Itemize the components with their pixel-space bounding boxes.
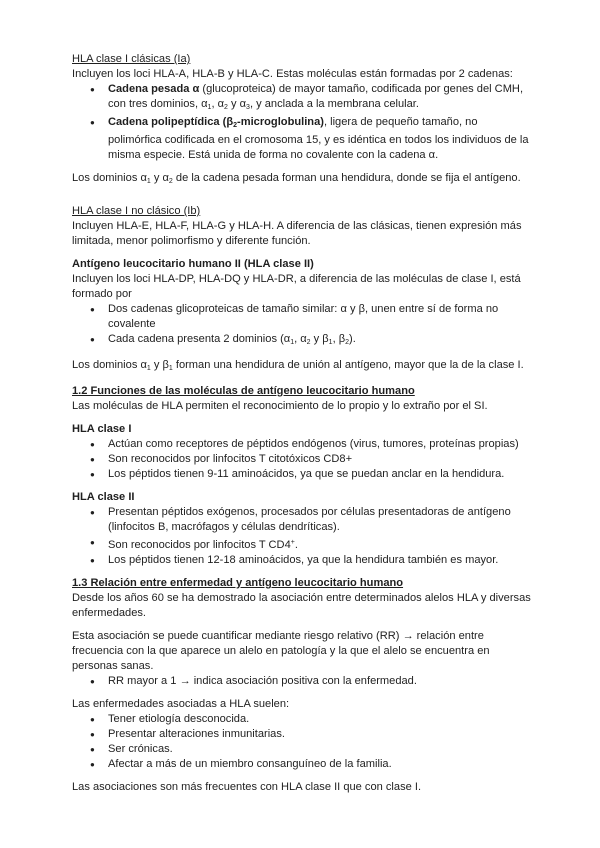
list-item: ● Tener etiología desconocida.: [72, 712, 532, 727]
list-item: ● Cadena pesada α (glucoproteica) de mayor tamaño, codificada por genes del CMH, con tres dominios, $\alpha_1$, $\alpha_2$ y $\alpha_3$, y anclada a la membrana celular.: [72, 82, 532, 115]
list-item: ● Son reconocidos por linfocitos T citotóxicos CD8+: [72, 452, 532, 467]
heading-hla-clase-ii: Antígeno leucocitario humano II (HLA clase II): [72, 258, 314, 270]
list-item: ● Dos cadenas glicoproteicas de tamaño similar: α y β, unen entre sí de forma no covalente: [72, 302, 532, 332]
s1-paragraph: Los dominios $\alpha_1$ y $\alpha_2$ de la cadena pesada forman una hendidura, donde se fija el antígeno.: [72, 172, 521, 185]
s3-paragraph: Los dominios $\alpha_1$ y $\beta_1$ forman una hendidura de unión al antígeno, mayor que la de la clase I.: [72, 359, 524, 372]
s1-intro: Incluyen los loci HLA-A, HLA-B y HLA-C. Estas moléculas están formadas por 2 cadenas:: [72, 68, 513, 80]
heading-hla-clase-i-no-clasico: HLA clase I no clásico (Ib): [72, 205, 201, 217]
list-item: ● Ser crónicas.: [72, 742, 532, 757]
s5-p3: Las enfermedades asociadas a HLA suelen:: [72, 698, 290, 710]
list-item: ● Actúan como receptores de péptidos endógenos (virus, tumores, proteínas propias): [72, 437, 532, 452]
s5-p4: Las asociaciones son más frecuentes con HLA clase II que con clase I.: [72, 781, 422, 793]
list-item: ● Afectar a más de un miembro consanguíneo de la familia.: [72, 757, 532, 772]
s5-list: [72, 712, 532, 772]
heading-funciones-clase-ii: HLA clase II: [72, 491, 135, 503]
list-item: ● Los péptidos tienen 12-18 aminoácidos, ya que la hendidura también es mayor.: [72, 553, 532, 568]
list-item: ● Cadena polipeptídica $(\beta_2-microglobulina)$, ligera de pequeño tamaño, no polimórfica codificada en el cromosoma 15, y es idéntica en todos los individuos de la misma especie. Está unida de forma no covalente con la cadena α.: [72, 115, 532, 163]
list-item: ● Presentan péptidos exógenos, procesados por células presentadoras de antígeno (linfocitos B, macrófagos y células dendríticas).: [72, 505, 532, 535]
list-item: ● Son reconocidos por linfocitos T CD4+.: [72, 535, 532, 553]
list-item: ● RR mayor a 1 → indica asociación positiva con la enfermedad.: [72, 674, 532, 689]
s2-text: Incluyen HLA-E, HLA-F, HLA-G y HLA-H. A diferencia de las clásicas, tienen expresión más limitada, menor polimorfismo y diferente función.: [72, 220, 522, 247]
s4-clase-ii-list: [72, 505, 532, 568]
s3-list: [72, 302, 532, 350]
s5-rr-list: [72, 674, 532, 689]
s1-list: [72, 82, 532, 163]
document-page: [72, 52, 532, 795]
s4-clase-i-list: [72, 437, 532, 482]
heading-funciones: 1.2 Funciones de las moléculas de antígeno leucocitario humano: [72, 385, 415, 397]
s4-text: Las moléculas de HLA permiten el reconocimiento de lo propio y lo extraño por el SI.: [72, 400, 488, 412]
list-item: ● Los péptidos tienen 9-11 aminoácidos, ya que se puedan anclar en la hendidura.: [72, 467, 532, 482]
heading-relacion-enfermedad: 1.3 Relación entre enfermedad y antígeno leucocitario humano: [72, 577, 404, 589]
s3-intro: Incluyen los loci HLA-DP, HLA-DQ y HLA-DR, a diferencia de las moléculas de clase I, está formado por: [72, 273, 521, 300]
heading-funciones-clase-i: HLA clase I: [72, 423, 132, 435]
s5-p1: Desde los años 60 se ha demostrado la asociación entre determinados alelos HLA y diversas enfermedades.: [72, 592, 531, 619]
list-item: ● Cada cadena presenta 2 dominios ($\alpha_1$, $\alpha_2$ y $\beta_1$, $\beta_2$).: [72, 332, 532, 350]
s5-p2: Esta asociación se puede cuantificar mediante riesgo relativo (RR) → relación entre frecuencia con la que aparece un alelo en patología y la que el alelo se encuentra en personas sanas.: [72, 630, 490, 672]
heading-hla-clase-i-clasicas: HLA clase I clásicas (Ia): [72, 53, 191, 65]
list-item: ● Presentar alteraciones inmunitarias.: [72, 727, 532, 742]
